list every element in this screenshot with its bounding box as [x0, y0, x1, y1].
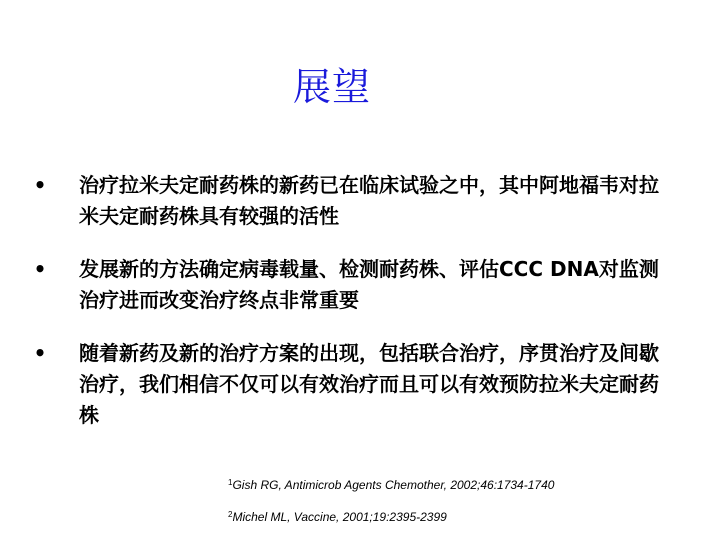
- bullet-dot-icon: •: [33, 257, 47, 281]
- reference-text: Gish RG, Antimicrob Agents Chemother, 2002;46:1734-1740: [232, 478, 555, 492]
- bullet-item: [30, 170, 670, 232]
- bullet-dot-icon: •: [33, 173, 47, 197]
- bullet-text: 治疗拉米夫定耐药株的新药已在临床试验之中，其中阿地福韦对拉米夫定耐药株具有较强的活性: [79, 173, 659, 228]
- bullet-item: [30, 338, 670, 431]
- bullet-text: 发展新的方法确定病毒载量、检测耐药株、评估CCC DNA对监测治疗进而改变治疗终点非常重要: [79, 257, 659, 312]
- slide-title: 展望: [292, 65, 371, 109]
- reference-marker: 2: [228, 510, 233, 519]
- bullet-item: [30, 254, 670, 316]
- bullet-text: 随着新药及新的治疗方案的出现，包括联合治疗，序贯治疗及间歇治疗，我们相信不仅可以有效治疗而且可以有效预防拉米夫定耐药株: [79, 341, 659, 427]
- bullet-dot-icon: •: [33, 341, 47, 365]
- reference-marker: 1: [228, 478, 233, 487]
- bullet-list: [30, 170, 670, 453]
- reference-item: [228, 500, 554, 532]
- references: [228, 468, 554, 532]
- reference-item: [228, 468, 554, 500]
- reference-text: Michel ML, Vaccine, 2001;19:2395-2399: [232, 510, 447, 524]
